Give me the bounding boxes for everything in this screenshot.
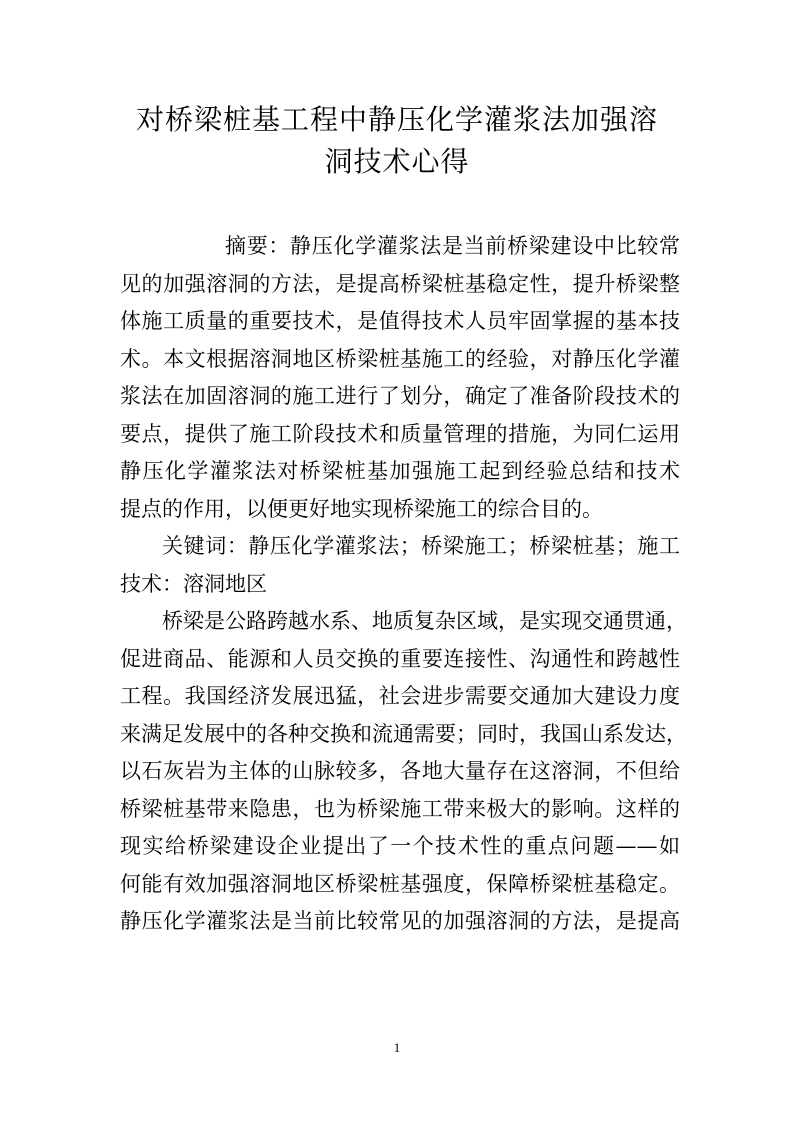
document-title-line-1: 对桥梁桩基工程中静压化学灌浆法加强溶 [135, 103, 658, 136]
paragraph-line: 桥梁桩基带来隐患，也为桥梁施工带来极大的影响。这样的 [120, 796, 680, 821]
abstract-line: 术。本文根据溶洞地区桥梁桩基施工的经验，对静压化学灌 [120, 346, 680, 371]
paragraph-line: 工程。我国经济发展迅猛，社会进步需要交通加大建设力度 [120, 684, 680, 708]
abstract-line: 静压化学灌浆法对桥梁桩基加强施工起到经验总结和技术 [120, 459, 680, 483]
paragraph-line: 来满足发展中的各种交换和流通需要；同时，我国山系发达， [120, 721, 687, 746]
paragraph-line: 静压化学灌浆法是当前比较常见的加强溶洞的方法，是提高 [120, 909, 680, 933]
abstract-line: 见的加强溶洞的方法，是提高桥梁桩基稳定性，提升桥梁整 [120, 271, 680, 296]
paragraph-line: 何能有效加强溶洞地区桥梁桩基强度，保障桥梁桩基稳定。 [120, 871, 680, 896]
paragraph-line: 促进商品、能源和人员交换的重要连接性、沟通性和跨越性 [120, 646, 680, 671]
page-number: 1 [393, 1040, 401, 1055]
paragraph-line: 现实给桥梁建设企业提出了一个技术性的重点问题——如 [120, 834, 680, 858]
keywords-line: 技术：溶洞地区 [120, 571, 267, 596]
abstract-line: 摘要：静压化学灌浆法是当前桥梁建设中比较常 [225, 234, 680, 258]
paragraph-line: 桥梁是公路跨越水系、地质复杂区域，是实现交通贯通， [162, 609, 687, 633]
abstract-line: 要点，提供了施工阶段技术和质量管理的措施，为同仁运用 [120, 421, 680, 446]
document-body [120, 228, 687, 941]
document-title-line-2: 洞技术心得 [324, 145, 470, 178]
abstract-line: 体施工质量的重要技术，是值得技术人员牢固掌握的基本技 [120, 309, 680, 333]
keywords-line: 关键词：静压化学灌浆法；桥梁施工；桥梁桩基；施工 [162, 534, 680, 558]
paragraph-line: 以石灰岩为主体的山脉较多，各地大量存在这溶洞，不但给 [120, 759, 680, 783]
abstract-line: 浆法在加固溶洞的施工进行了划分，确定了准备阶段技术的 [120, 384, 680, 408]
abstract-line: 提点的作用，以便更好地实现桥梁施工的综合目的。 [120, 496, 603, 521]
